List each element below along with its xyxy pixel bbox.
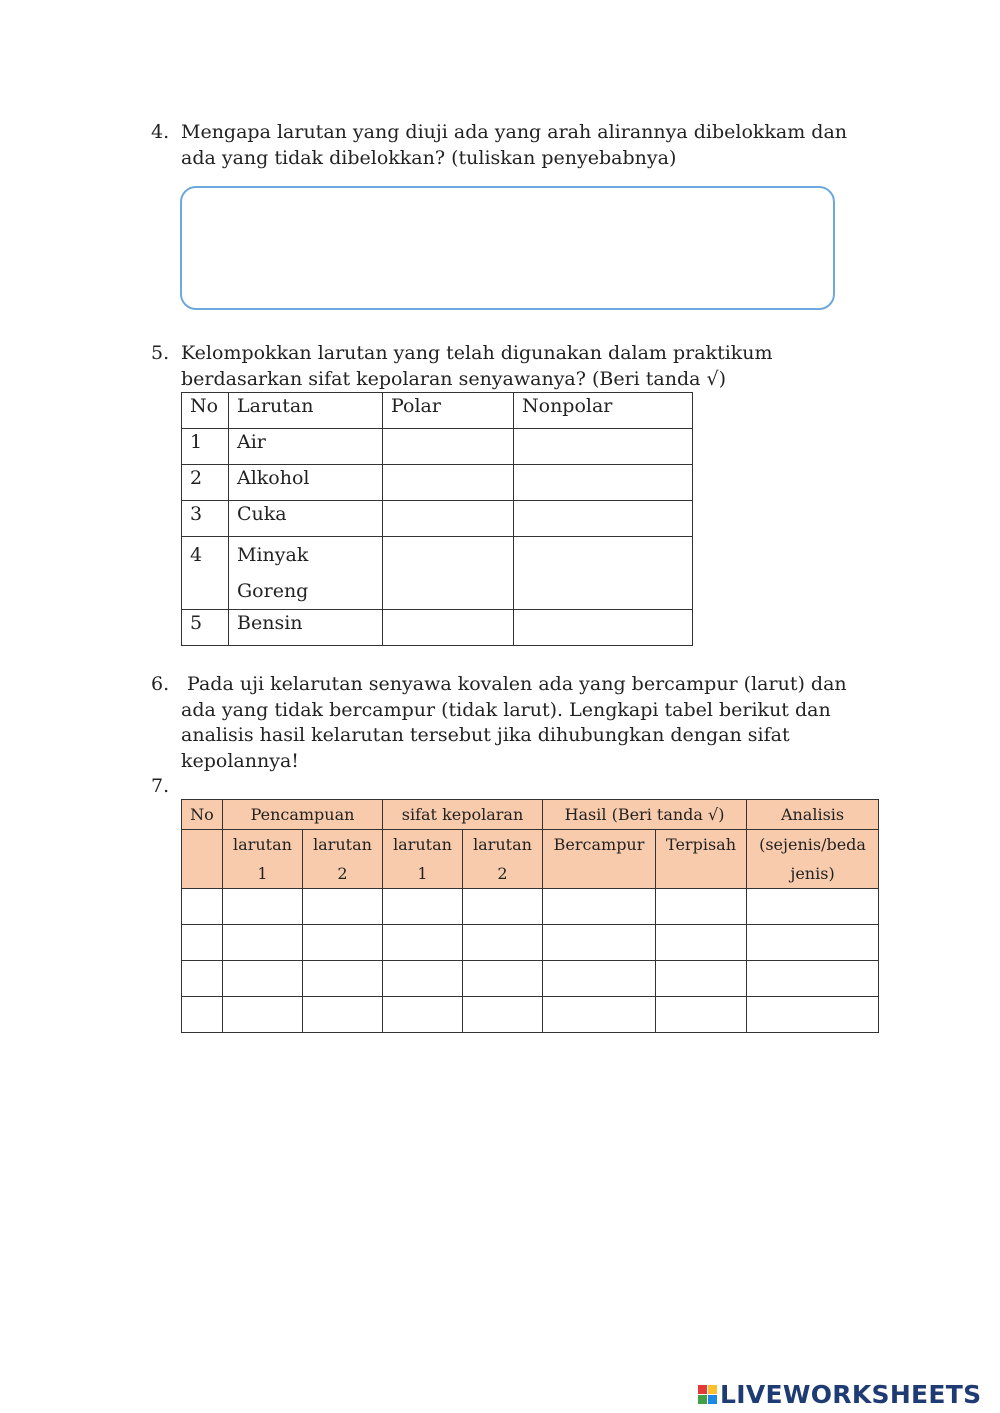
- answer-cell[interactable]: [463, 997, 543, 1033]
- nonpolar-check-cell[interactable]: [514, 537, 693, 610]
- logo-square: [698, 1395, 707, 1404]
- answer-cell[interactable]: [303, 925, 383, 961]
- table-row: [182, 501, 693, 537]
- header-larutan: Larutan: [229, 393, 383, 429]
- subheader-terpisah: Terpisah: [656, 830, 747, 889]
- header-nonpolar: Nonpolar: [514, 393, 693, 429]
- answer-cell[interactable]: [463, 889, 543, 925]
- nonpolar-check-cell[interactable]: [514, 429, 693, 465]
- answer-cell[interactable]: [543, 889, 656, 925]
- answer-textbox-q4[interactable]: [180, 186, 835, 310]
- answer-cell[interactable]: [656, 997, 747, 1033]
- answer-cell[interactable]: [463, 961, 543, 997]
- subheader-bercampur: Bercampur: [543, 830, 656, 889]
- question-5-number: 5.: [151, 342, 170, 364]
- subheader-sifat-larutan-2: larutan 2: [463, 830, 543, 889]
- row-no: 1: [182, 429, 229, 465]
- header-hasil: Hasil (Beri tanda √): [543, 800, 747, 830]
- header-no: No: [182, 393, 229, 429]
- nonpolar-check-cell[interactable]: [514, 465, 693, 501]
- table-row: [182, 429, 693, 465]
- table-row: [182, 925, 879, 961]
- answer-cell[interactable]: [223, 925, 303, 961]
- nonpolar-check-cell[interactable]: [514, 610, 693, 646]
- question-7-number: 7.: [151, 775, 170, 797]
- polarity-table: [181, 392, 693, 646]
- question-6-text: Pada uji kelarutan senyawa kovalen ada yang bercampur (larut) dan ada yang tidak bercampur (tidak larut). Lengkapi tabel berikut dan analisis hasil kelarutan tersebut jika dihubungkan dengan sifat kepolannya!: [181, 673, 847, 772]
- nonpolar-check-cell[interactable]: [514, 501, 693, 537]
- row-larutan: Alkohol: [229, 465, 383, 501]
- row-no: 2: [182, 465, 229, 501]
- question-5: [151, 341, 911, 393]
- header-pencampuan: Pencampuan: [223, 800, 383, 830]
- row-larutan: Minyak Goreng: [229, 537, 383, 610]
- subheader-larutan-1: larutan 1: [223, 830, 303, 889]
- answer-cell[interactable]: [383, 925, 463, 961]
- answer-cell[interactable]: [747, 889, 879, 925]
- answer-cell[interactable]: [182, 961, 223, 997]
- polar-check-cell[interactable]: [383, 537, 514, 610]
- question-6-number: 6.: [151, 673, 170, 695]
- polar-check-cell[interactable]: [383, 465, 514, 501]
- answer-cell[interactable]: [223, 961, 303, 997]
- row-larutan: Bensin: [229, 610, 383, 646]
- question-4: [151, 120, 911, 172]
- liveworksheets-logo: [698, 1380, 981, 1408]
- answer-cell[interactable]: [182, 925, 223, 961]
- subheader-sifat-larutan-1: larutan 1: [383, 830, 463, 889]
- answer-cell[interactable]: [303, 961, 383, 997]
- logo-text: LIVEWORKSHEETS: [720, 1379, 982, 1409]
- row-larutan: Cuka: [229, 501, 383, 537]
- table-header-row: [182, 393, 693, 429]
- answer-cell[interactable]: [383, 889, 463, 925]
- row-no: 3: [182, 501, 229, 537]
- answer-cell[interactable]: [656, 961, 747, 997]
- answer-cell[interactable]: [747, 997, 879, 1033]
- answer-cell[interactable]: [463, 925, 543, 961]
- solubility-table: [181, 799, 879, 1033]
- subheader-larutan-2: larutan 2: [303, 830, 383, 889]
- header-polar: Polar: [383, 393, 514, 429]
- subheader-analisis: (sejenis/beda jenis): [747, 830, 879, 889]
- answer-cell[interactable]: [656, 889, 747, 925]
- table-row: [182, 465, 693, 501]
- answer-cell[interactable]: [182, 889, 223, 925]
- table-row: [182, 997, 879, 1033]
- header-analisis: Analisis: [747, 800, 879, 830]
- answer-cell[interactable]: [747, 961, 879, 997]
- question-4-number: 4.: [151, 121, 170, 143]
- row-larutan: Air: [229, 429, 383, 465]
- answer-cell[interactable]: [656, 925, 747, 961]
- question-7: [151, 774, 191, 800]
- logo-square: [708, 1395, 717, 1404]
- answer-cell[interactable]: [223, 997, 303, 1033]
- row-no: 5: [182, 610, 229, 646]
- answer-cell[interactable]: [543, 925, 656, 961]
- subheader-empty: [182, 830, 223, 889]
- table-row: [182, 961, 879, 997]
- question-6: [151, 672, 911, 774]
- question-5-text: Kelompokkan larutan yang telah digunakan dalam praktikum berdasarkan sifat kepolaran senyawanya? (Beri tanda √): [181, 342, 773, 390]
- answer-cell[interactable]: [223, 889, 303, 925]
- table-header-row: [182, 800, 879, 830]
- answer-cell[interactable]: [747, 925, 879, 961]
- answer-cell[interactable]: [303, 889, 383, 925]
- table-row: [182, 610, 693, 646]
- polar-check-cell[interactable]: [383, 610, 514, 646]
- logo-square: [708, 1385, 717, 1394]
- polar-check-cell[interactable]: [383, 501, 514, 537]
- header-no: No: [182, 800, 223, 830]
- table-subheader-row: [182, 830, 879, 889]
- logo-square: [698, 1385, 707, 1394]
- polar-check-cell[interactable]: [383, 429, 514, 465]
- answer-cell[interactable]: [383, 997, 463, 1033]
- answer-cell[interactable]: [182, 997, 223, 1033]
- row-no: 4: [182, 537, 229, 610]
- answer-cell[interactable]: [303, 997, 383, 1033]
- answer-cell[interactable]: [543, 961, 656, 997]
- table-row: [182, 537, 693, 610]
- question-4-text: Mengapa larutan yang diuji ada yang arah alirannya dibelokkam dan ada yang tidak dibelokkan? (tuliskan penyebabnya): [181, 121, 848, 169]
- logo-mark-icon: [698, 1385, 717, 1404]
- header-sifat-kepolaran: sifat kepolaran: [383, 800, 543, 830]
- table-row: [182, 889, 879, 925]
- answer-cell[interactable]: [543, 997, 656, 1033]
- answer-cell[interactable]: [383, 961, 463, 997]
